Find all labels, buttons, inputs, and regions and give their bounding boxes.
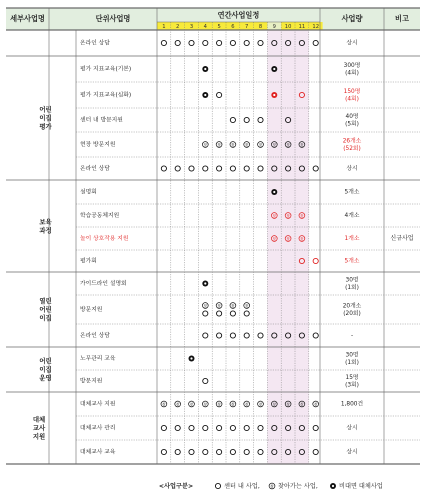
visit-mark-glyph: 찾: [244, 402, 249, 407]
center-mark: [217, 333, 222, 338]
visit-mark-glyph: 찾: [162, 402, 166, 407]
month-label: 11: [298, 24, 306, 30]
visit-mark-glyph: 찾: [286, 213, 290, 218]
unit-name: 현장 방문지원: [80, 142, 116, 148]
group-label: 평가: [39, 122, 52, 131]
center-mark: [175, 166, 180, 171]
amount-value: 30명: [345, 277, 359, 284]
shaded-month-column: [295, 30, 309, 464]
table-row: [80, 373, 359, 389]
amount-value: 30명: [345, 352, 359, 359]
center-mark: [313, 258, 318, 263]
unit-name: 센터 내 방문지원: [80, 117, 123, 124]
group-label: 어린: [39, 305, 52, 314]
center-mark: [313, 333, 318, 338]
center-mark: [258, 449, 263, 454]
visit-mark-glyph: 찾: [258, 142, 263, 147]
amount-value: 4개소: [344, 213, 360, 219]
table-row: [80, 211, 360, 219]
table-row: [80, 61, 360, 77]
center-mark: [217, 311, 222, 316]
center-mark: [161, 425, 166, 430]
center-mark: [175, 40, 180, 45]
month-label: 8: [258, 24, 263, 30]
online-mark-dot: [204, 68, 206, 70]
visit-mark-glyph: 찾: [203, 142, 208, 147]
center-mark: [313, 449, 318, 454]
group-label: 지원: [32, 432, 46, 441]
group-label: 대체: [32, 415, 46, 424]
table-row: [80, 87, 360, 103]
center-mark: [230, 449, 235, 454]
month-label: 3: [189, 24, 194, 30]
group-label: 보육: [39, 217, 52, 226]
visit-mark-glyph: 찾: [203, 303, 208, 308]
center-mark: [244, 449, 249, 454]
amount-value: (5회): [345, 121, 359, 128]
online-mark-dot: [273, 191, 275, 193]
month-label: 10: [284, 24, 292, 30]
legend-center: 센터 내 사업,: [224, 483, 260, 490]
online-mark-dot: [273, 94, 275, 96]
visit-mark-glyph: 찾: [189, 402, 194, 407]
center-mark: [258, 333, 263, 338]
center-mark: [189, 449, 194, 454]
month-label: 9: [272, 24, 276, 30]
online-mark-dot: [204, 94, 206, 96]
month-label: 1: [162, 24, 166, 30]
visit-mark-glyph: 찾: [244, 142, 249, 147]
header-amount: 사업량: [341, 14, 363, 23]
center-mark: [175, 449, 180, 454]
amount-value: 상시: [346, 449, 358, 456]
amount-value: 상시: [346, 166, 358, 172]
unit-name: 설명회: [80, 189, 97, 196]
visit-mark-glyph: 찾: [203, 402, 208, 407]
center-mark: [244, 166, 249, 171]
amount-value: 5개소: [344, 189, 360, 196]
unit-name: 대체교사 교육: [80, 449, 116, 456]
legend-visit: 찾아가는 사업,: [278, 483, 318, 490]
center-mark: [203, 449, 208, 454]
amount-value: 40명: [345, 113, 359, 120]
legend-online: 비대면 대체사업: [339, 483, 383, 490]
unit-name: 학습공동체지원: [80, 213, 120, 219]
unit-name: 평가 지표교육(심화): [80, 92, 132, 99]
amount-value: 1,800건: [340, 401, 364, 408]
center-mark: [244, 40, 249, 45]
visit-mark-glyph: 찾: [300, 142, 304, 147]
center-mark: [189, 40, 194, 45]
month-label: 2: [176, 24, 180, 30]
center-mark: [203, 166, 208, 171]
center-mark: [161, 40, 166, 45]
amount-value: 300명: [343, 62, 361, 69]
center-mark: [244, 311, 249, 316]
header-schedule: 연간사업일정: [217, 10, 260, 20]
center-mark: [189, 425, 194, 430]
amount-value: (1회): [345, 359, 359, 366]
visit-mark-glyph: 찾: [175, 402, 180, 407]
group-label: 운영: [39, 374, 52, 382]
header-category: 세부사업명: [10, 14, 45, 23]
visit-mark-glyph: 찾: [300, 402, 304, 407]
amount-value: 15명: [345, 374, 359, 381]
center-mark: [230, 333, 235, 338]
center-mark: [230, 311, 235, 316]
legend-prefix: <사업구분>: [158, 483, 194, 490]
amount-value: 상시: [346, 40, 358, 47]
amount-value: 20개소: [342, 303, 362, 310]
visit-mark-glyph: 찾: [286, 236, 290, 241]
visit-mark-glyph: 찾: [286, 402, 290, 407]
group-label: 이집: [39, 314, 52, 322]
center-mark: [217, 166, 222, 171]
unit-name: 온라인 상담: [80, 166, 110, 172]
visit-mark-glyph: 찾: [300, 236, 304, 241]
visit-mark-glyph: 찾: [231, 303, 235, 308]
visit-mark-glyph: 찾: [231, 402, 235, 407]
unit-name: 가이드라인 설명회: [80, 281, 127, 287]
center-mark: [244, 117, 249, 122]
amount-value: -: [350, 333, 354, 339]
center-mark: [161, 166, 166, 171]
center-mark: [203, 311, 208, 316]
center-mark: [258, 117, 263, 122]
amount-value: (4회): [345, 70, 359, 77]
note-value: 신규사업: [390, 235, 414, 242]
center-mark: [203, 378, 208, 383]
group-label: 이집: [39, 114, 52, 122]
online-mark-dot: [204, 282, 206, 284]
center-mark: [189, 166, 194, 171]
center-mark: [230, 166, 235, 171]
visit-mark-glyph: 찾: [272, 236, 277, 241]
center-mark: [230, 425, 235, 430]
group-label: 교사: [32, 424, 46, 432]
table-row: [80, 275, 359, 291]
visit-mark-glyph: 찾: [217, 142, 221, 147]
center-mark: [244, 333, 249, 338]
unit-name: 방문지원: [80, 378, 103, 385]
center-mark: [313, 40, 318, 45]
online-mark-dot: [273, 68, 275, 70]
amount-value: (52회): [343, 145, 361, 152]
amount-value: (3회): [345, 382, 359, 389]
visit-mark-glyph: 찾: [258, 402, 263, 407]
center-mark: [217, 449, 222, 454]
amount-value: (1회): [345, 284, 359, 291]
center-mark: [258, 425, 263, 430]
center-mark: [203, 333, 208, 338]
online-mark-dot: [190, 357, 192, 359]
group-label: 어린: [39, 105, 52, 114]
center-mark: [217, 40, 222, 45]
group-label: 열린: [39, 297, 52, 305]
center-mark: [217, 92, 222, 97]
amount-value: 150명: [343, 88, 361, 95]
visit-mark-glyph: 찾: [300, 213, 304, 218]
visit-mark-glyph: 찾: [272, 402, 277, 407]
center-mark: [203, 425, 208, 430]
visit-mark-glyph: 찾: [286, 142, 290, 147]
unit-name: 평가회: [80, 258, 97, 265]
unit-name: 평가 지표교육(기본): [80, 66, 132, 73]
center-mark: [230, 40, 235, 45]
amount-value: 1개소: [344, 236, 360, 242]
month-label: 6: [231, 24, 235, 30]
visit-mark-glyph: 찾: [217, 303, 221, 308]
amount-value: (4회): [345, 96, 359, 103]
visit-mark-glyph: 찾: [244, 303, 249, 308]
month-label: 12: [312, 24, 320, 30]
visit-mark-glyph: 찾: [231, 142, 235, 147]
table-row: [80, 188, 360, 196]
group-label: 어린: [39, 357, 52, 365]
amount-value: 26개소: [342, 138, 362, 145]
center-mark: [313, 425, 318, 430]
visit-mark-glyph: 찾: [272, 213, 277, 218]
center-mark: [175, 425, 180, 430]
unit-name: 온라인 상담: [80, 40, 110, 47]
center-mark: [258, 40, 263, 45]
header-note: 비고: [395, 14, 409, 23]
center-mark: [161, 449, 166, 454]
center-mark: [203, 40, 208, 45]
visit-mark-glyph: 찾: [270, 484, 274, 489]
visit-mark-glyph: 찾: [313, 402, 318, 407]
unit-name: 온라인 상담: [80, 333, 110, 339]
group-label: 과정: [39, 226, 52, 235]
month-label: 7: [245, 24, 249, 30]
table-row: [80, 112, 359, 128]
amount-value: 5개소: [344, 258, 360, 265]
center-mark: [313, 166, 318, 171]
unit-name: 방문지원: [80, 307, 103, 313]
center-mark: [258, 166, 263, 171]
online-mark-dot: [332, 485, 334, 487]
shaded-month-column: [281, 30, 295, 464]
center-mark: [215, 483, 220, 488]
center-mark: [217, 425, 222, 430]
unit-name: 대체교사 지원: [80, 401, 116, 408]
month-label: 5: [217, 24, 221, 30]
group-label: 이집: [39, 365, 52, 374]
table-row: [80, 350, 359, 366]
amount-value: (20회): [343, 310, 361, 317]
unit-name: 놀이 상호작용 지원: [80, 236, 129, 242]
table-row: [80, 234, 414, 242]
center-mark: [230, 117, 235, 122]
header-unit: 단위사업명: [95, 14, 131, 23]
month-label: 4: [203, 24, 207, 30]
visit-mark-glyph: 찾: [217, 402, 221, 407]
center-mark: [244, 425, 249, 430]
unit-name: 노무관리 교육: [80, 356, 116, 362]
visit-mark-glyph: 찾: [272, 142, 277, 147]
unit-name: 대체교사 관리: [80, 425, 116, 432]
amount-value: 상시: [346, 425, 358, 432]
